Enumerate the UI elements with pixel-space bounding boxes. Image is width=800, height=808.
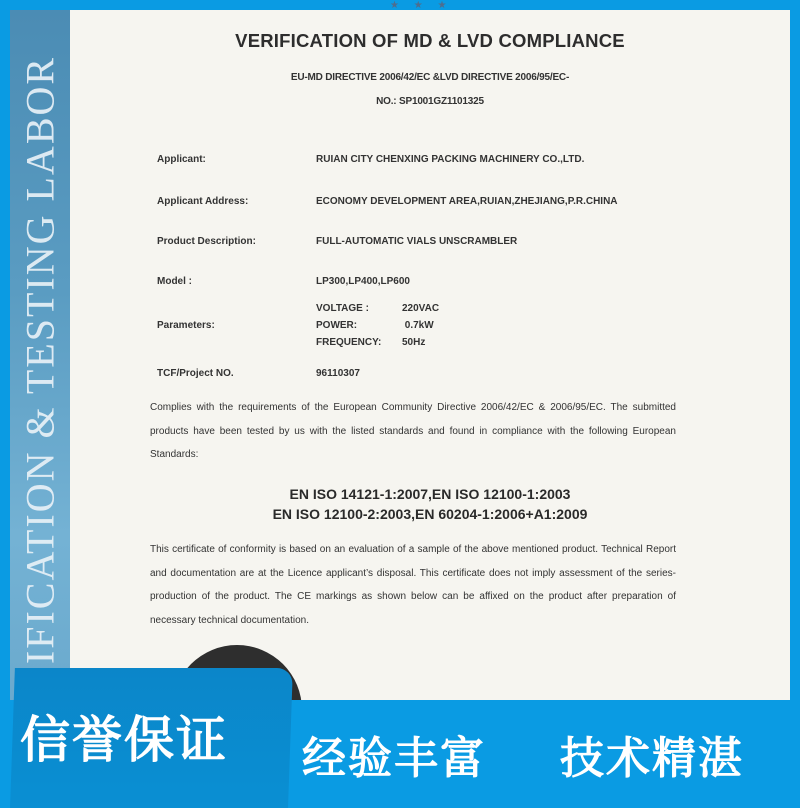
tcf-project-label: TCF/Project NO. <box>157 368 234 379</box>
address-value: ECONOMY DEVELOPMENT AREA,RUIAN,ZHEJIANG,P.R.CHINA <box>316 196 618 207</box>
applicant-value: RUIAN CITY CHENXING PACKING MACHINERY CO.,LTD. <box>316 154 585 165</box>
param-key: FREQUENCY: <box>316 337 382 348</box>
standards-line-2: EN ISO 12100-2:2003,EN 60204-1:2006+A1:2009 <box>272 506 588 522</box>
directive-line: EU-MD DIRECTIVE 2006/42/EC &LVD DIRECTIVE 2006/95/EC- <box>290 72 570 83</box>
param-value: 0.7kW <box>402 320 434 331</box>
param-frequency <box>316 337 425 348</box>
slogan-experience: 经验丰富 <box>302 733 486 784</box>
slogan-skill: 技术精湛 <box>560 733 744 784</box>
certificate-title: VERIFICATION OF MD & LVD COMPLIANCE <box>235 30 625 51</box>
param-value: 50Hz <box>402 337 426 348</box>
param-voltage <box>316 303 439 314</box>
model-label: Model : <box>157 276 192 287</box>
product-description-value: FULL-AUTOMATIC VIALS UNSCRAMBLER <box>316 236 518 247</box>
model-value: LP300,LP400,LP600 <box>316 276 410 287</box>
parameters-label: Parameters: <box>157 320 215 331</box>
param-key: VOLTAGE : <box>316 303 369 314</box>
param-value: 220VAC <box>402 303 440 314</box>
address-label: Applicant Address: <box>157 196 249 207</box>
tcf-project-value: 96110307 <box>316 368 360 379</box>
side-banner <box>10 10 70 710</box>
eu-stars-icon: ★ ★ ★ <box>390 0 453 11</box>
applicant-label: Applicant: <box>157 154 206 165</box>
product-description-label: Product Description: <box>157 236 256 247</box>
disclaimer-paragraph: This certificate of conformity is based on an evaluation of a sample of the above mentioned product. Technical Report and documentation are at the Licence applicant’s disposal. This certificate does not imply assessment of the series-production of the product. The CE markings as shown below can be affixed on the product after preparation of necessary technical documentation. <box>150 544 676 626</box>
standards-line-1: EN ISO 14121-1:2007,EN ISO 12100-1:2003 <box>289 486 571 502</box>
compliance-paragraph: Complies with the requirements of the European Community Directive 2006/42/EC & 2006/95/EC. The submitted products have been tested by us with the listed standards and found in compliance with the following European Standards: <box>150 402 676 460</box>
param-key: POWER: <box>316 320 358 331</box>
certificate-number: NO.: SP1001GZ1101325 <box>376 96 484 107</box>
param-power <box>316 320 434 331</box>
badge-text: 信誉保证 <box>20 711 228 769</box>
side-banner-text: IFICATION & TESTING LABOR <box>17 55 63 665</box>
